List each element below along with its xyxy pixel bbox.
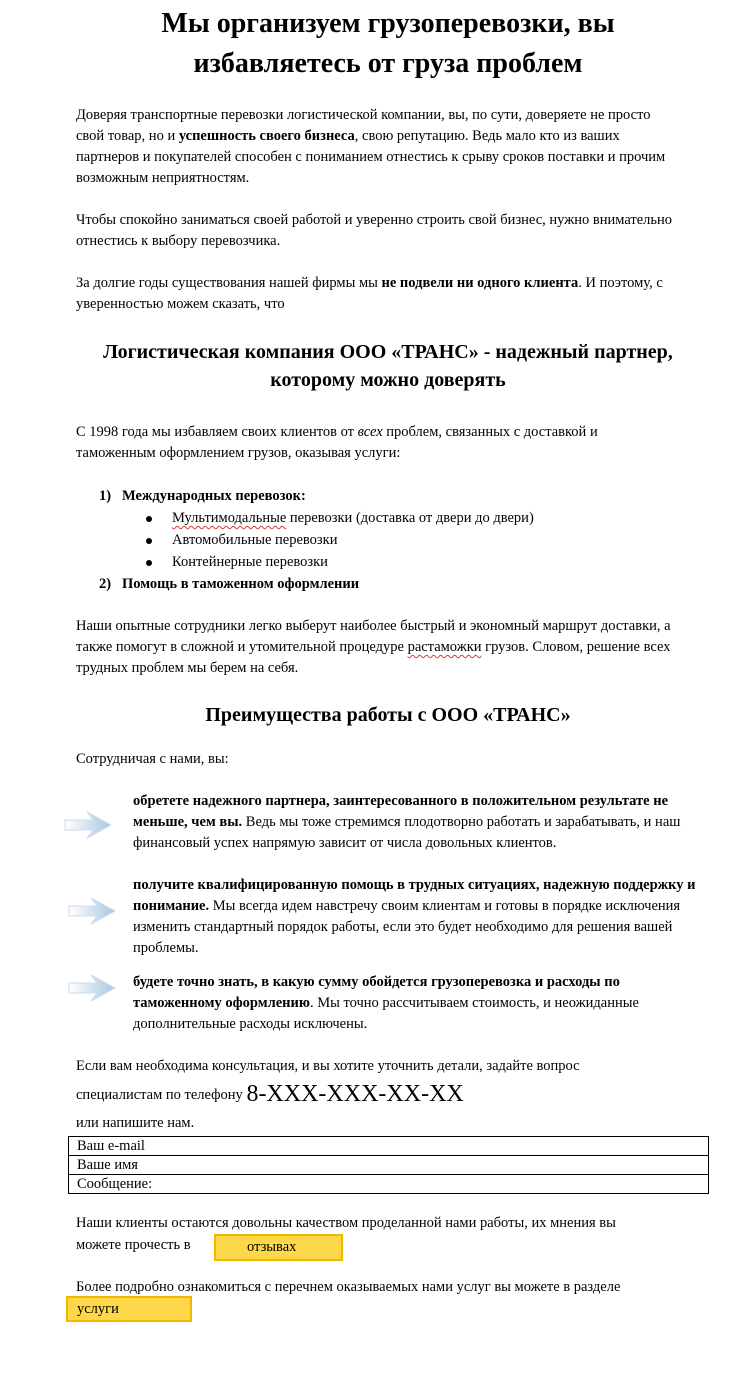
advantage-2-bold: получите квалифицированную помощь в трудных ситуациях, надежную поддержку и понимание. <box>133 877 696 914</box>
advantage-3-text: . Мы точно рассчитываем стоимость, и неожиданные дополнительные расходы исключены. <box>133 995 639 1032</box>
cooperation-intro: Сотрудничая с нами, вы: <box>76 751 229 767</box>
contact-line-3: или напишите нам. <box>76 1115 195 1131</box>
services-intro-italic: всех <box>357 424 383 440</box>
arrow-right-icon <box>67 896 117 926</box>
services-list-item-1 <box>99 486 306 507</box>
arrow-right-icon <box>63 810 113 840</box>
subitem-container-label: Контейнерные перевозки <box>172 554 328 570</box>
intro-paragraph-3 <box>76 273 676 315</box>
page-title-line2: избавляетесь от груза проблем <box>193 48 583 79</box>
section-heading-company <box>40 338 736 394</box>
subitem-multimodal-label <box>172 508 534 529</box>
services-intro-a: С 1998 года мы избавляем своих клиентов от <box>76 424 358 440</box>
bullet-icon <box>146 538 152 544</box>
bullet-icon <box>146 516 152 522</box>
intro-paragraph-2: Чтобы спокойно заниматься своей работой и уверенно строить свой бизнес, нужно внимательно отнестись к выбору перевозчика. <box>76 212 673 249</box>
services-outro-a: Наши опытные сотрудники легко выберут наиболее быстрый и экономный маршрут доставки, а также помогут в сложной и утомительной процедуре <box>76 618 671 655</box>
contact-line-2 <box>76 1080 716 1109</box>
services-intro-b: проблем, связанных с доставкой и таможенным оформлением грузов, оказывая услуги: <box>76 424 598 461</box>
subitem-multimodal-rest: перевозки (доставка от двери до двери) <box>286 510 534 526</box>
services-list-item-2 <box>99 574 359 595</box>
intro-p3-bold: не подвели ни одного клиента <box>381 275 579 291</box>
reviews-line-1: Наши клиенты остаются довольны качеством проделанной нами работы, их мнения вы <box>76 1215 616 1231</box>
reviews-line-2: можете прочесть в <box>76 1237 191 1253</box>
arrow-right-icon <box>67 973 117 1003</box>
services-intro <box>76 422 676 464</box>
intro-p3-text-b: . И поэтому, с уверенностью можем сказать, что <box>76 275 663 312</box>
name-field[interactable]: Ваше имя <box>69 1156 708 1175</box>
services-link-line: Более подробно ознакомиться с перечнем оказываемых нами услуг вы можете в разделе <box>76 1279 621 1295</box>
intro-p3-text-a: За долгие годы существования нашей фирмы мы <box>76 275 382 291</box>
list-item-2-label: Помощь в таможенном оформлении <box>121 576 360 592</box>
services-outro-wavy: растаможки <box>407 639 482 655</box>
services-outro <box>76 616 681 679</box>
advantage-item-2 <box>133 875 703 959</box>
reviews-link-button[interactable]: отзывах <box>214 1234 343 1261</box>
contact-line-1: Если вам необходима консультация, и вы хотите уточнить детали, задайте вопрос <box>76 1058 580 1074</box>
intro-paragraph-1 <box>76 105 676 189</box>
subitem-auto-label: Автомобильные перевозки <box>172 532 338 548</box>
subitem-multimodal-word: Мультимодальные <box>172 510 287 526</box>
list-number-2: 2) <box>99 576 112 592</box>
intro-p1-bold: успешность своего бизнеса <box>178 128 355 144</box>
list-number-1: 1) <box>99 488 112 504</box>
advantage-1-text: Ведь мы тоже стремимся плодотворно работать и зарабатывать, и наш финансовый успех напрямую зависит от числа довольных клиентов. <box>133 814 681 851</box>
advantage-item-3 <box>133 972 703 1035</box>
section-heading-advantages: Преимущества работы с ООО «ТРАНС» <box>205 704 571 726</box>
contact-form <box>68 1136 709 1194</box>
list-item-1-label: Международных перевозок: <box>121 488 306 504</box>
message-field[interactable]: Сообщение: <box>77 1176 153 1192</box>
intro-p1-text-b: , свою репутацию. Ведь мало кто из ваших партнеров и покупателей способен с пониманием отнестись к срыву сроков поставки и прочим возможным неприятностям. <box>76 128 666 186</box>
phone-number[interactable]: 8-XXX-XXX-XX-XX <box>246 1081 464 1107</box>
contact-line-2-text: специалистам по телефону <box>76 1087 247 1103</box>
section-heading-company-line2: которому можно доверять <box>270 369 506 391</box>
services-link-button[interactable]: услуги <box>66 1296 192 1322</box>
intro-p1-text-a: Доверяя транспортные перевозки логистической компании, вы, по сути, доверяете не просто свой товар, но и <box>76 107 651 144</box>
page-title-line1: Мы организуем грузоперевозки, вы <box>161 8 615 39</box>
bullet-icon <box>146 560 152 566</box>
services-outro-b: грузов. Словом, решение всех трудных проблем мы берем на себя. <box>76 639 671 676</box>
advantage-3-bold: будете точно знать, в какую сумму обойдется грузоперевозка и расходы по таможенному оформлению <box>133 974 620 1011</box>
section-heading-company-line1: Логистическая компания ООО «ТРАНС» - надежный партнер, <box>103 341 673 363</box>
page-title <box>40 4 736 84</box>
advantage-1-bold: обретете надежного партнера, заинтересованного в положительном результате не меньше, чем вы. <box>133 793 669 830</box>
advantage-2-text: Мы всегда идем навстречу своим клиентам и готовы в порядке исключения изменить стандартный порядок работы, если это будет необходимо для решения вашей проблемы. <box>133 898 681 956</box>
email-field[interactable]: Ваш e-mail <box>69 1137 708 1156</box>
advantage-item-1 <box>133 791 703 854</box>
